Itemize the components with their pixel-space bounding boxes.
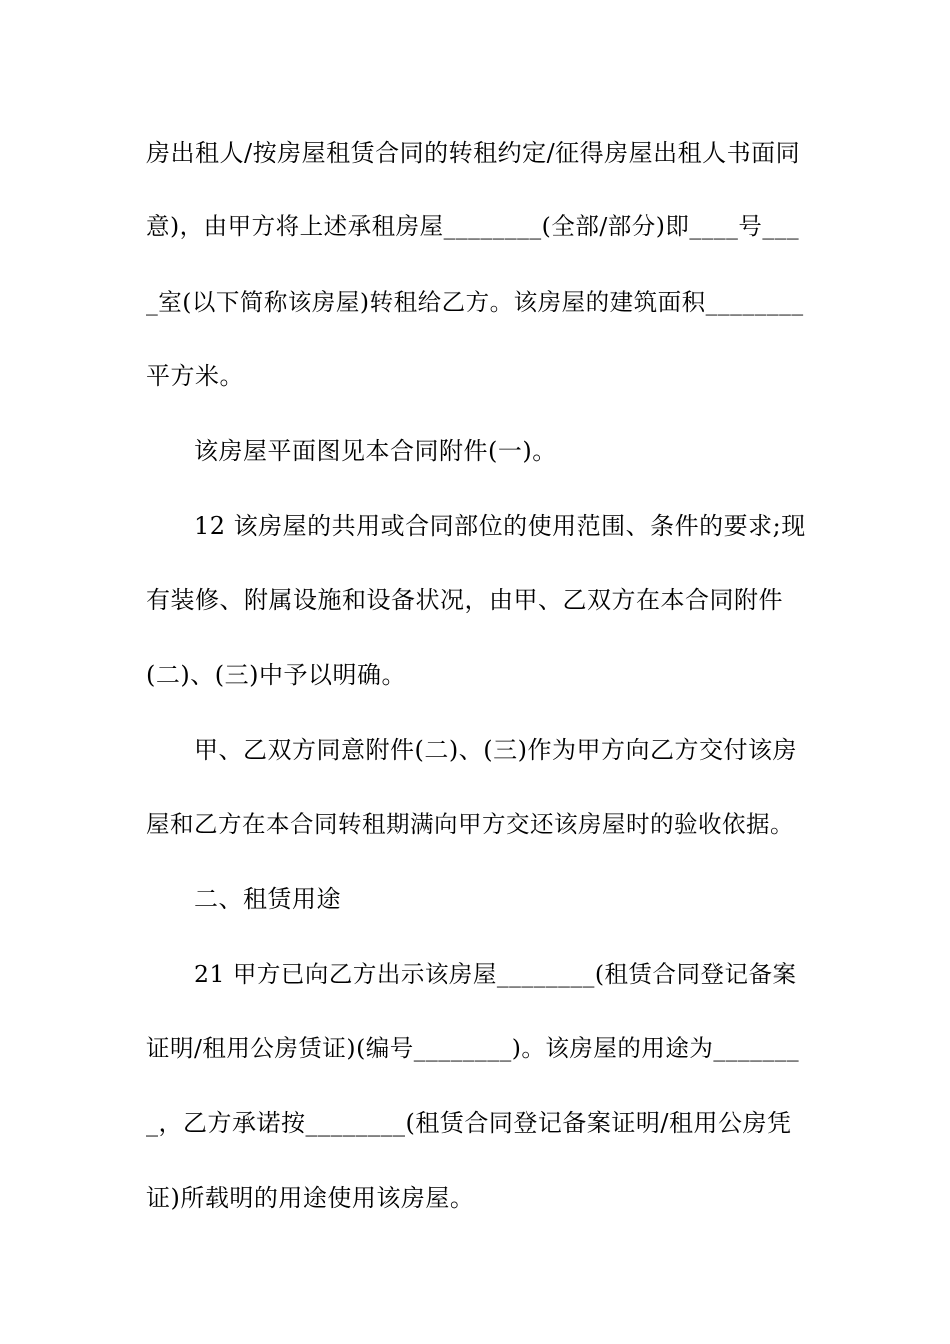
paragraph-line: 证明/租用公房赁证)(编号________)。该房屋的用途为_______ bbox=[146, 1034, 800, 1062]
paragraph-line: 有装修、附属设施和设备状况，由甲、乙双方在本合同附件 bbox=[146, 586, 783, 614]
paragraph-line: 屋和乙方在本合同转租期满向甲方交还该房屋时的验收依据。 bbox=[146, 810, 794, 838]
paragraph-line: 意)，由甲方将上述承租房屋________(全部/部分)即____号___ bbox=[146, 212, 800, 240]
paragraph-line: (二)、(三)中予以明确。 bbox=[146, 661, 406, 689]
paragraph-line: 平方米。 bbox=[146, 362, 244, 390]
section-heading: 二、租赁用途 bbox=[194, 885, 341, 913]
paragraph-line: 该房屋平面图见本合同附件(一)。 bbox=[194, 437, 557, 465]
paragraph-line: 房出租人/按房屋租赁合同的转租约定/征得房屋出租人书面同 bbox=[146, 139, 801, 167]
paragraph-line: 证)所载明的用途使用该房屋。 bbox=[146, 1184, 475, 1212]
paragraph-line: 12 该房屋的共用或合同部位的使用范围、条件的要求;现 bbox=[194, 512, 806, 540]
paragraph-line: _室(以下简称该房屋)转租给乙方。该房屋的建筑面积________ bbox=[146, 288, 804, 316]
paragraph-line: 甲、乙双方同意附件(二)、(三)作为甲方向乙方交付该房 bbox=[194, 736, 797, 764]
paragraph-line: _，乙方承诺按________(租赁合同登记备案证明/租用公房凭 bbox=[146, 1109, 792, 1137]
paragraph-line: 21 甲方已向乙方出示该房屋________(租赁合同登记备案 bbox=[194, 960, 797, 988]
